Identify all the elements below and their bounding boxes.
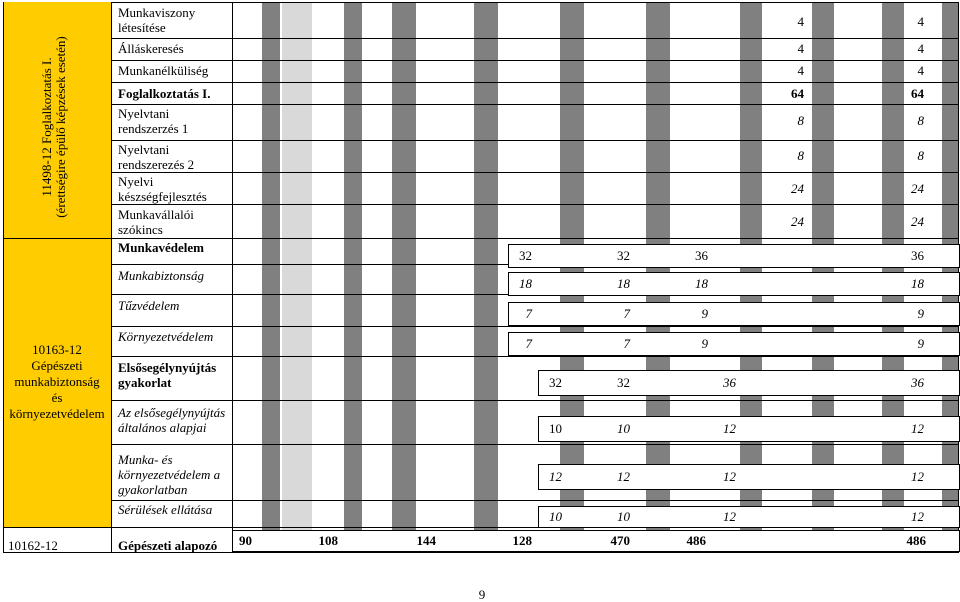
row-value: 32: [617, 248, 630, 263]
row-label-line: Elsősegélynyújtás: [118, 360, 217, 375]
grid-line: [111, 172, 959, 173]
grid-line: [111, 326, 959, 327]
grid-line: [111, 204, 959, 205]
row-label-line: Nyelvtani: [118, 142, 170, 157]
row-label-line: Munkavállalói: [118, 207, 194, 222]
row-label-line: Nyelvtani: [118, 106, 170, 121]
row-value: 7: [623, 336, 630, 351]
row-label: Munkabiztonság: [118, 268, 204, 283]
module-10163-line: munkabiztonság: [14, 374, 100, 389]
grid-line: [111, 104, 959, 105]
grid-line: [111, 82, 959, 83]
row-label: Környezetvédelem: [118, 329, 214, 344]
row-label-line: rendszerezés 2: [118, 157, 195, 172]
row-value: 18: [519, 276, 532, 291]
row-label: [118, 452, 220, 497]
row-label: Munkavédelem: [118, 240, 204, 255]
row-value: 10: [549, 421, 562, 436]
shade-col: [262, 2, 280, 552]
row-value: 7: [525, 336, 532, 351]
row-value: 24: [791, 214, 804, 229]
total-value: 486: [686, 533, 706, 548]
module-10162-name: Gépészeti alapozó: [118, 538, 218, 553]
row-value: 36: [695, 248, 708, 263]
grid-line: [111, 38, 959, 39]
module-10163-code: 10163-12: [32, 342, 82, 357]
row-label: Tűzvédelem: [118, 298, 180, 313]
row-value: 9: [917, 336, 924, 351]
shade-col: [282, 2, 312, 552]
row-value: 64: [911, 86, 924, 101]
row-value: 8: [917, 113, 924, 128]
row-label: [118, 142, 194, 172]
row-label-line: készségfejlesztés: [118, 189, 207, 204]
row-value: 9: [701, 306, 708, 321]
row-value: 4: [797, 14, 804, 29]
row-value: 24: [911, 214, 924, 229]
module-11498-label: [40, 22, 70, 232]
row-label: Sérülések ellátása: [118, 502, 213, 517]
row-value: 36: [911, 248, 924, 263]
row-value: 8: [917, 148, 924, 163]
grid-line: [232, 2, 233, 552]
module-10163-line: Gépészeti: [31, 358, 83, 373]
row-label-line: létesítése: [118, 20, 166, 35]
grid-line: [3, 238, 959, 239]
row-label: [118, 5, 195, 35]
grid-line: [111, 2, 959, 3]
row-label-line: Munkaviszony: [118, 5, 196, 20]
row-value: 24: [911, 181, 924, 196]
row-label-line: környezetvédelem a: [118, 467, 221, 482]
row-value: 7: [525, 306, 532, 321]
grid-line: [111, 444, 959, 445]
total-value: 470: [610, 533, 630, 548]
row-value: 12: [617, 469, 630, 484]
row-label: Munkanélküliség: [118, 63, 209, 78]
row-value: 10: [617, 509, 630, 524]
row-value: 12: [911, 421, 924, 436]
row-value: 18: [911, 276, 924, 291]
total-value: 128: [512, 533, 532, 548]
shade-col: [344, 2, 362, 552]
module-11498-note: (érettségire épülő képzések esetén): [53, 36, 68, 218]
row-value: 32: [617, 375, 630, 390]
row-label: [118, 106, 188, 136]
row-value: 4: [917, 63, 924, 78]
row-label: Álláskeresés: [118, 41, 184, 56]
row-value: 4: [797, 63, 804, 78]
row-value: 9: [701, 336, 708, 351]
row-value: 9: [917, 306, 924, 321]
row-value: 12: [549, 469, 562, 484]
row-value: 10: [549, 509, 562, 524]
total-value: 144: [416, 533, 436, 548]
grid-line: [111, 60, 959, 61]
shade-col: [392, 2, 416, 552]
page-number: 9: [478, 587, 486, 602]
row-value: 4: [797, 41, 804, 56]
row-value: 8: [797, 113, 804, 128]
row-value: 4: [917, 41, 924, 56]
row-value: 36: [911, 375, 924, 390]
total-value: 90: [239, 533, 252, 548]
row-label: [118, 405, 225, 435]
row-value: 7: [623, 306, 630, 321]
row-value: 32: [549, 375, 562, 390]
row-value: 12: [723, 509, 736, 524]
row-value: 4: [917, 14, 924, 29]
grid-line: [111, 400, 959, 401]
row-label-line: általános alapjai: [118, 420, 207, 435]
module-11498-title: 11498-12 Foglalkoztatás I.: [39, 57, 54, 197]
row-value: 10: [617, 421, 630, 436]
module-10163-label: [4, 342, 110, 422]
module-10163-line: és: [51, 390, 63, 405]
row-value: 24: [791, 181, 804, 196]
row-label-line: gyakorlatban: [118, 482, 188, 497]
row-label-line: gyakorlat: [118, 375, 172, 390]
row-label-line: Nyelvi: [118, 174, 154, 189]
row-label: [118, 174, 207, 204]
row-label: Foglalkoztatás I.: [118, 86, 211, 101]
grid-line: [111, 500, 959, 501]
row-label: [118, 207, 194, 237]
row-value: 12: [911, 469, 924, 484]
row-value: 32: [519, 248, 532, 263]
grid-line: [111, 356, 959, 357]
row-label-line: rendszerzés 1: [118, 121, 189, 136]
row-label: [118, 360, 216, 390]
row-value: 64: [791, 86, 804, 101]
row-value: 18: [617, 276, 630, 291]
row-value: 12: [723, 469, 736, 484]
row-label-line: Az elsősegélynyújtás: [118, 405, 226, 420]
grid-line: [111, 140, 959, 141]
row-label-line: Munka- és: [118, 452, 173, 467]
row-value: 18: [695, 276, 708, 291]
module-10162-code: 10162-12: [8, 538, 58, 553]
total-value: 486: [906, 533, 926, 548]
row-value: 36: [723, 375, 736, 390]
grid-line: [3, 2, 4, 552]
row-value: 12: [723, 421, 736, 436]
row-label-line: szókincs: [118, 222, 163, 237]
module-10163-line: környezetvédelem: [9, 406, 105, 421]
total-value: 108: [318, 533, 338, 548]
grid-line: [111, 2, 112, 552]
row-value: 8: [797, 148, 804, 163]
row-value: 12: [911, 509, 924, 524]
